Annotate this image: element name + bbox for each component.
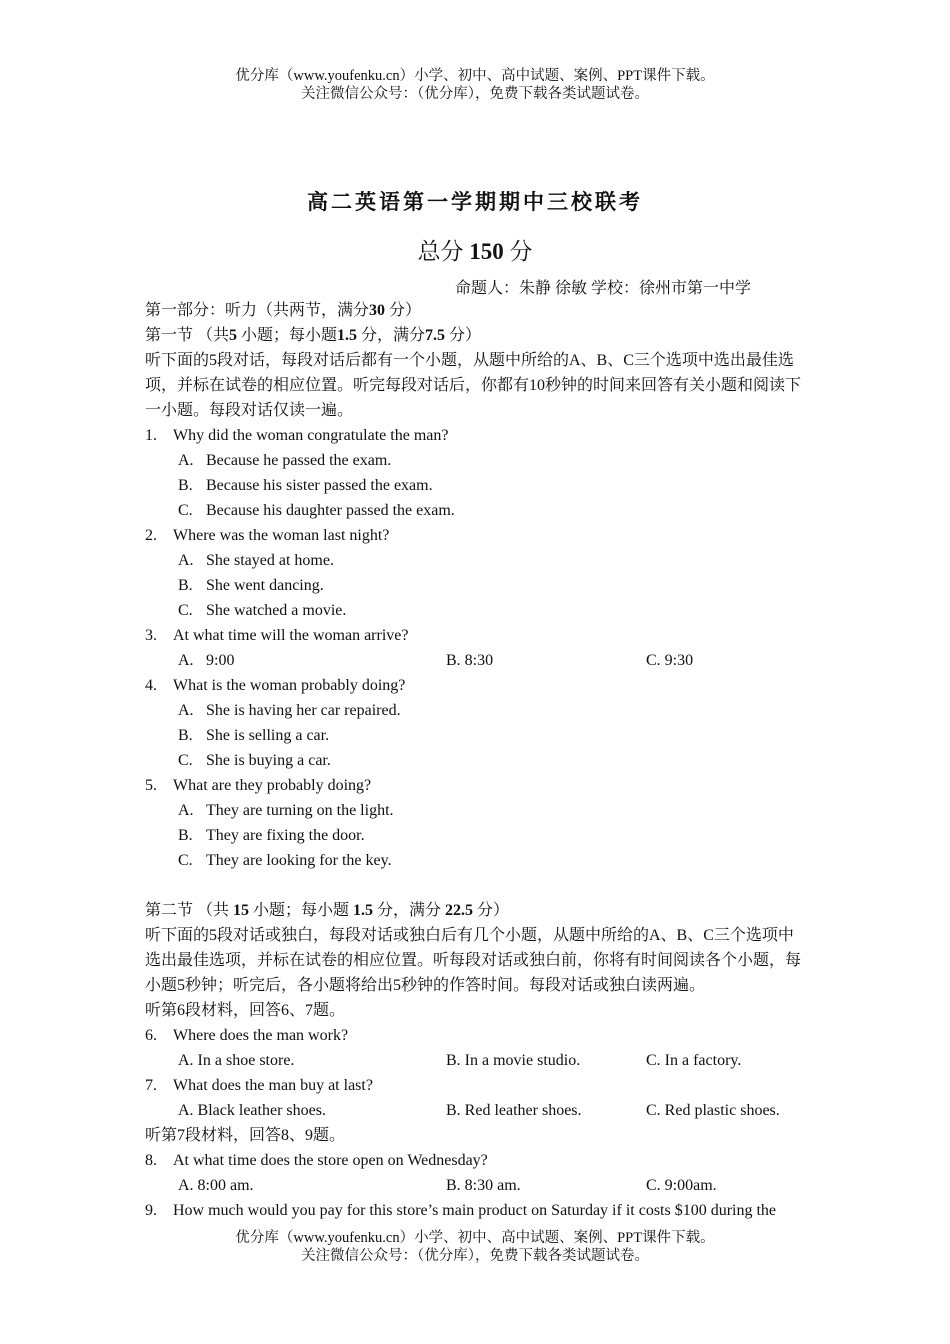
question-text: Where does the man work? — [173, 1027, 349, 1044]
options-row — [145, 648, 809, 673]
option-b — [145, 573, 809, 598]
question-text: Why did the woman congratulate the man? — [173, 427, 449, 444]
option-text: She is selling a car. — [206, 727, 330, 744]
question-number: 1. — [145, 427, 157, 444]
section2-heading — [145, 898, 809, 923]
material-6-note: 听第6段材料，回答6、7题。 — [145, 1002, 346, 1019]
s2-c: 小题；每小题 — [253, 902, 350, 919]
s1-b: 5 — [229, 327, 238, 344]
question-number: 3. — [145, 627, 157, 644]
question-number: 5. — [145, 777, 157, 794]
question-6 — [145, 1023, 809, 1048]
question-number: 8. — [145, 1152, 157, 1169]
section1-heading — [145, 323, 809, 348]
question-text: At what time will the woman arrive? — [173, 627, 409, 644]
question-number: 6. — [145, 1027, 157, 1044]
option-c — [145, 848, 809, 873]
question-number: 7. — [145, 1077, 157, 1094]
question-text: What does the man buy at last? — [173, 1077, 373, 1094]
option-b-text: B. Red leather shoes. — [446, 1102, 582, 1119]
question-2 — [145, 523, 809, 548]
total-suffix: 分 — [509, 239, 533, 264]
option-b-text: B. 8:30 — [446, 652, 494, 669]
page-header — [0, 67, 950, 103]
s2-a: 第二节 （共 — [145, 902, 230, 919]
exam-content — [145, 298, 809, 1223]
question-4 — [145, 673, 809, 698]
option-text: Because his daughter passed the exam. — [206, 502, 455, 519]
option-label: A. — [178, 702, 194, 719]
s1-d: 1.5 — [337, 327, 358, 344]
section2-instructions: 听下面的5段对话或独白，每段对话或独白后有几个小题，从题中所给的A、B、C三个选项中选出最佳选项，并标在试卷的相应位置。听每段对话或独白前，你将有时间阅读各个小题，每小题5秒钟；听完后，各小题将给出5秒钟的作答时间。每段对话或独白读两遍。 — [145, 927, 802, 994]
s1-e: 分，满分 — [361, 327, 426, 344]
option-text: Because he passed the exam. — [206, 452, 392, 469]
option-a-text: A. 8:00 am. — [178, 1177, 254, 1194]
question-text: At what time does the store open on Wednesday? — [173, 1152, 488, 1169]
question-7 — [145, 1073, 809, 1098]
option-b-text: B. 8:30 am. — [446, 1177, 521, 1194]
part1-end: 分） — [389, 302, 422, 319]
option-label: B. — [178, 827, 193, 844]
spacer — [145, 873, 809, 898]
question-number: 9. — [145, 1202, 157, 1219]
option-label: A. — [178, 802, 194, 819]
header-line-2: 关注微信公众号：（优分库），免费下载各类试题试卷。 — [301, 86, 649, 102]
question-text: What is the woman probably doing? — [173, 677, 406, 694]
question-text: What are they probably doing? — [173, 777, 372, 794]
option-text: They are fixing the door. — [206, 827, 365, 844]
section1-instructions: 听下面的5段对话，每段对话后都有一个小题，从题中所给的A、B、C三个选项中选出最佳选项，并标在试卷的相应位置。听完每段对话后，你都有10秒钟的时间来回答有关小题和阅读下一小题。每段对话仅读一遍。 — [145, 352, 802, 419]
option-a-text: A. Black leather shoes. — [178, 1102, 326, 1119]
part1-score: 30 — [369, 302, 386, 319]
option-label: B. — [178, 577, 193, 594]
question-number: 4. — [145, 677, 157, 694]
option-text: She stayed at home. — [206, 552, 334, 569]
option-label: A. — [178, 452, 194, 469]
s1-f: 7.5 — [425, 327, 446, 344]
footer-line-2: 关注微信公众号：（优分库），免费下载各类试题试卷。 — [301, 1248, 649, 1264]
option-label: B. — [178, 477, 193, 494]
option-text: She is buying a car. — [206, 752, 331, 769]
s2-e: 分，满分 — [377, 902, 442, 919]
s1-g: 分） — [449, 327, 482, 344]
option-label: C. — [178, 502, 193, 519]
option-c — [145, 498, 809, 523]
author-line: 命题人：朱静 徐敏 学校：徐州市第一中学 — [455, 280, 752, 297]
part1-text: 第一部分：听力（共两节，满分 — [145, 302, 370, 319]
options-row — [145, 1173, 809, 1198]
total-number: 150 — [469, 239, 504, 264]
s1-c: 小题；每小题 — [241, 327, 338, 344]
option-b-text: B. In a movie studio. — [446, 1052, 581, 1069]
header-line-1: 优分库（www.youfenku.cn）小学、初中、高中试题、案例、PPT课件下载。 — [235, 68, 715, 84]
question-text: Where was the woman last night? — [173, 527, 390, 544]
option-b — [145, 473, 809, 498]
s2-b: 15 — [233, 902, 250, 919]
option-c — [145, 748, 809, 773]
s2-d: 1.5 — [353, 902, 374, 919]
part1-heading — [145, 298, 809, 323]
option-a — [145, 548, 809, 573]
s1-a: 第一节 （共 — [145, 327, 230, 344]
option-label: A. — [178, 552, 194, 569]
s2-f: 22.5 — [445, 902, 474, 919]
options-row — [145, 1048, 809, 1073]
option-c-text: C. Red plastic shoes. — [646, 1102, 780, 1119]
option-text: She watched a movie. — [206, 602, 347, 619]
option-a-text: A. In a shoe store. — [178, 1052, 295, 1069]
option-text: Because his sister passed the exam. — [206, 477, 433, 494]
question-8 — [145, 1148, 809, 1173]
option-b — [145, 823, 809, 848]
question-number: 2. — [145, 527, 157, 544]
option-a-text: 9:00 — [206, 652, 235, 669]
exam-title: 高二英语第一学期期中三校联考 — [307, 190, 643, 214]
option-c-text: C. In a factory. — [646, 1052, 742, 1069]
question-9 — [145, 1198, 809, 1223]
material-7-note: 听第7段材料，回答8、9题。 — [145, 1127, 346, 1144]
option-label: B. — [178, 727, 193, 744]
question-5 — [145, 773, 809, 798]
question-3 — [145, 623, 809, 648]
option-a — [145, 798, 809, 823]
option-c — [145, 598, 809, 623]
option-text: She went dancing. — [206, 577, 324, 594]
footer-line-1: 优分库（www.youfenku.cn）小学、初中、高中试题、案例、PPT课件下载。 — [235, 1230, 715, 1246]
option-a — [145, 448, 809, 473]
question-1 — [145, 423, 809, 448]
question-text: How much would you pay for this store’s main product on Saturday if it costs $100 during the — [173, 1202, 777, 1219]
option-c-text: C. 9:00am. — [646, 1177, 717, 1194]
option-label: C. — [178, 602, 193, 619]
total-prefix: 总分 — [417, 239, 464, 264]
s2-g: 分） — [477, 902, 510, 919]
page-footer — [0, 1229, 950, 1265]
option-text: She is having her car repaired. — [206, 702, 401, 719]
options-row — [145, 1098, 809, 1123]
option-a — [145, 698, 809, 723]
option-label: C. — [178, 752, 193, 769]
option-text: They are looking for the key. — [206, 852, 392, 869]
option-b — [145, 723, 809, 748]
option-label: C. — [178, 852, 193, 869]
option-label: A. — [178, 652, 194, 669]
option-text: They are turning on the light. — [206, 802, 394, 819]
option-c-text: C. 9:30 — [646, 652, 694, 669]
total-score — [0, 233, 950, 266]
